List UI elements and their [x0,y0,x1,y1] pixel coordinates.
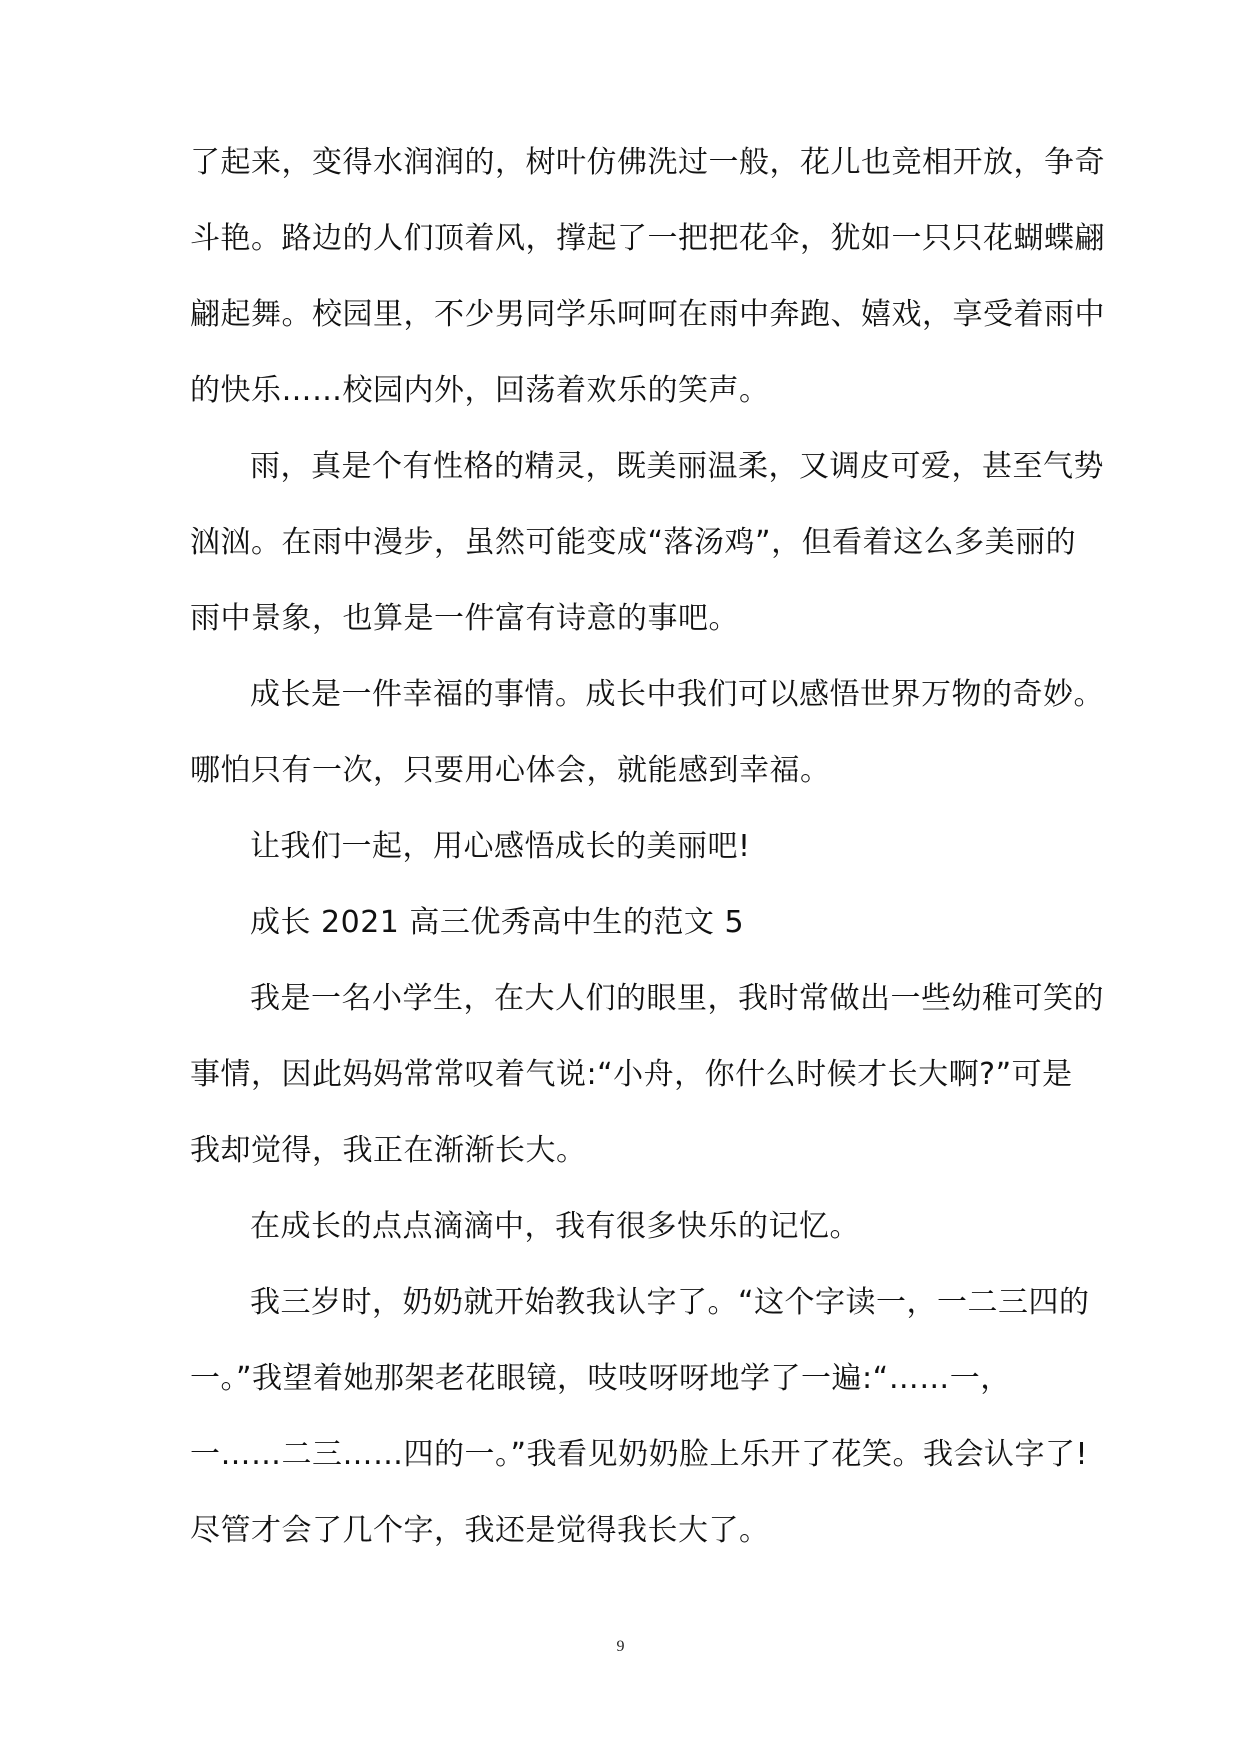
paragraph-first-line: 在成长的点点滴滴中，我有很多快乐的记忆。 [250,1209,860,1244]
text-line: 一。”我望着她那架老花眼镜，吱吱呀呀地学了一遍:“……一， [190,1361,1011,1396]
paragraph-first-line: 我三岁时，奶奶就开始教我认字了。“这个字读一，一二三四的 [250,1285,1090,1320]
text-line: 的快乐……校园内外，回荡着欢乐的笑声。 [190,373,770,408]
text-line: 了起来，变得水润润的，树叶仿佛洗过一般，花儿也竞相开放，争奇 [190,145,1105,180]
text-line: 斗艳。路边的人们顶着风，撑起了一把把花伞，犹如一只只花蝴蝶翩 [190,221,1105,256]
paragraph-first-line: 雨，真是个有性格的精灵，既美丽温柔，又调皮可爱，甚至气势 [250,449,1104,484]
paragraph-first-line: 我是一名小学生，在大人们的眼里，我时常做出一些幼稚可笑的 [250,981,1104,1016]
text-line: 尽管才会了几个字，我还是觉得我长大了。 [190,1513,770,1548]
text-line: 一……二三……四的一。”我看见奶奶脸上乐开了花笑。我会认字了! [190,1437,1089,1472]
page-number: 9 [616,1638,625,1655]
text-line: 哪怕只有一次，只要用心体会，就能感到幸福。 [190,753,831,788]
section-heading: 成长 2021 高三优秀高中生的范文 5 [250,905,745,940]
paragraph-first-line: 成长是一件幸福的事情。成长中我们可以感悟世界万物的奇妙。 [250,677,1104,712]
body-text [190,145,1105,1590]
text-line: 雨中景象，也算是一件富有诗意的事吧。 [190,601,739,636]
text-line: 事情，因此妈妈常常叹着气说:“小舟，你什么时候才长大啊?”可是 [190,1057,1073,1092]
text-line: 我却觉得，我正在渐渐长大。 [190,1133,587,1168]
text-line: 汹汹。在雨中漫步，虽然可能变成“落汤鸡”，但看着这么多美丽的 [190,525,1077,560]
paragraph-first-line: 让我们一起，用心感悟成长的美丽吧! [250,829,751,864]
text-line: 翩起舞。校园里，不少男同学乐呵呵在雨中奔跑、嬉戏，享受着雨中 [190,297,1105,332]
